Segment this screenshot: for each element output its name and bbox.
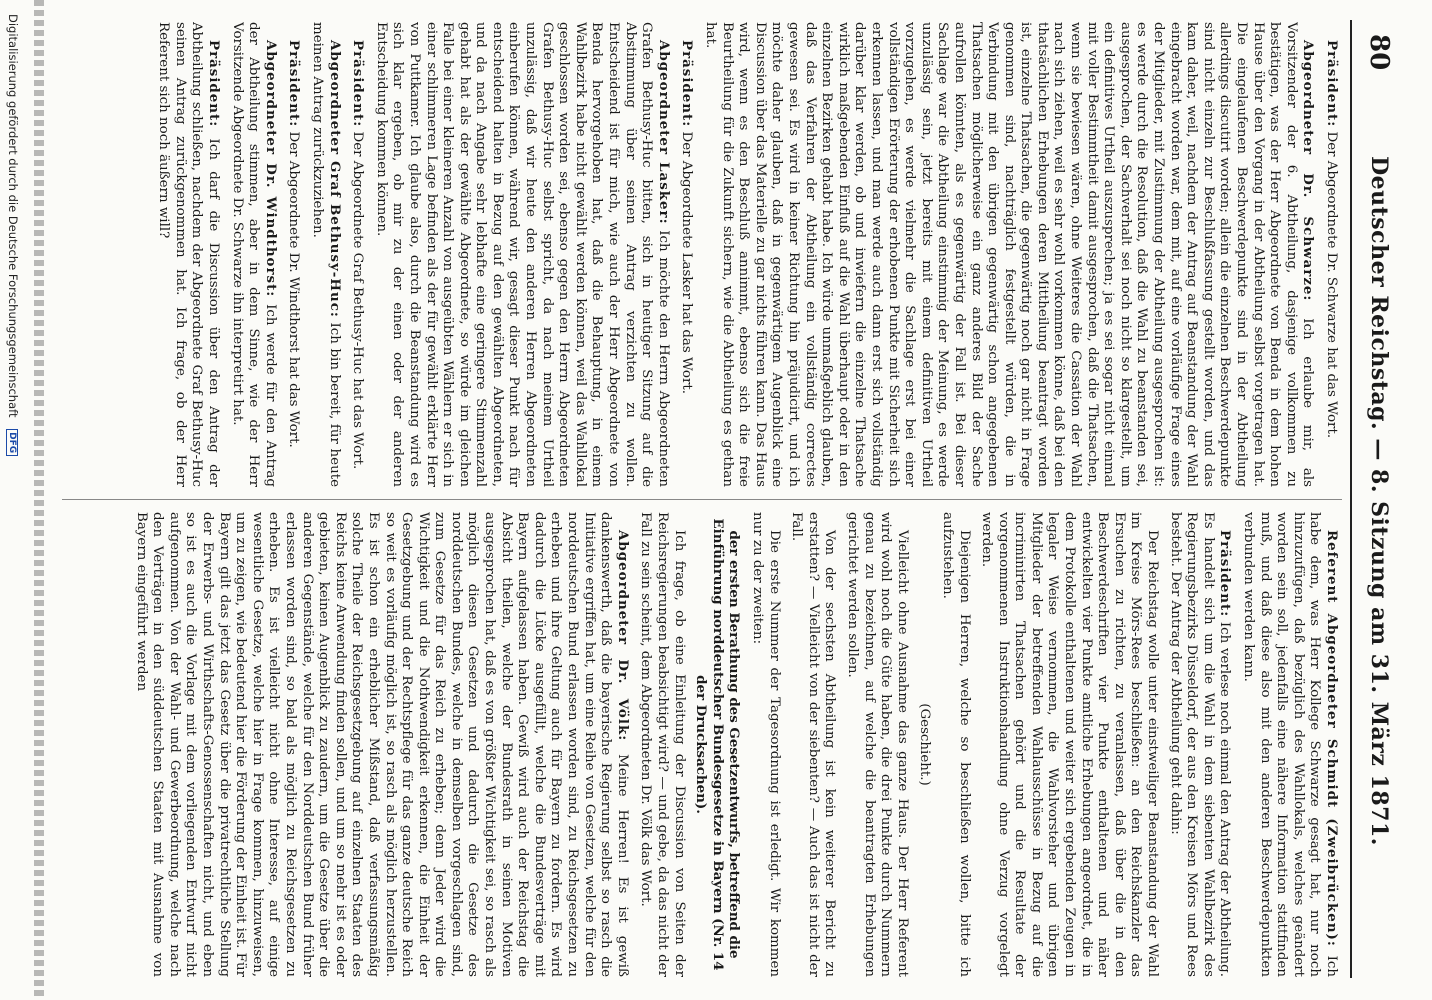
page-number: 80: [1364, 34, 1394, 71]
digitization-footer: [4, 0, 20, 1000]
paragraph-text: (Geschieht.): [917, 703, 933, 786]
digitization-note: Digitalisierung gefördert durch die Deutsche Forschungsgemeinschaft: [6, 14, 20, 418]
speaker-name: Präsident:: [286, 40, 303, 128]
speaker-name: Präsident:: [350, 40, 367, 128]
paragraph: [748, 512, 781, 977]
paragraph: [155, 22, 222, 487]
speaker-name: Abgeordneter Dr. Völk:: [614, 530, 631, 742]
left-column: [50, 22, 1340, 487]
speaker-name: Abgeordneter Dr. Windthorst:: [262, 40, 279, 298]
paragraph: [349, 22, 367, 487]
paragraph-text: Der Reichstag wolle unter einstweiliger Beanstandung der Wahl im Kreise Mörs-Rees beschließen: an den Reichskanzler das Ersuchen zu richten, zu veranlassen, daß über die in den Beschwerdeschriften vier Punkte enthaltenen und näher entwickelten vier Punkte amtliche Erhebungen angeordnet, die in dem Protokolle enthaltenen und weiter sich ergebenden Zeugen in legaler Weise vernommen, die Wahlvorsteher und übrigen Mitglieder der betreffenden Wahlausschüsse in Bezug auf die incriminirten Thatsachen gehört und die Resultate der vorgenommenen Instruktionshandlung ohne Verzug vorgelegt werden.: [979, 512, 1161, 977]
paragraph: [978, 512, 1161, 977]
header-rule: [1350, 20, 1352, 978]
paragraph: [228, 22, 279, 487]
paragraph-text: Ich erlaube mir, als Vorsitzender der 6. Abtheilung, dasjenige vollkommen zu bestätigen, was der Herr Abgeordnete von Benda in dem hohen Hause über den Vorgang in der Abtheilung selbst vorgetragen hat. Die eingelaufenen Beschwerdepunkte sind in der Abtheilung allerdings discutirt worden; allein die einzelnen Beschwerdepunkte sind nicht einzeln zur Beschlußfassung gestellt worden, und das kam daher, weil, nachdem der Antrag auf Beanstandung der Wahl eingebracht worden war, dem mit, auf eine vorläufige Frage eines der Mitglieder, mit Zustimmung der Abtheilung ausgesprochen ist: es werde durch die Resolution, daß die Wahl zu beanstanden sei, ausgesprochen, der Sachverhalt sei noch nicht so klargestellt, um ein definitives Urtheil auszusprechen; ja es sei sogar nicht einmal mit voller Bestimmtheit damit ausgesprochen, daß die Thatsachen, wenn sie bewiesen wären, ohne Weiteres die Cassation der Wahl nach sich ziehen, weil es sehr wohl vorkommen könne, daß bei den thatsächlichen Erhebungen deren Mittheilung beantragt worden ist, einzelne Thatsachen, die gegenwärtig noch gar nicht in Frage genommen sind, nachträglich festgestellt würden, die in Verbindung mit den übrigen gegenwärtig schon angegebenen Thatsachen möglicherweise ein ganz anderes Bild der Sache aufrollen könnten, als es gegenwärtig der Fall ist. Bei dieser Sachlage war die Abtheilung einstimmig der Meinung, es werde unzulässig sein, jetzt bereits mit einem definitiven Urtheil vorzugehen, es werde vielmehr die Sachlage erst bei einer vollständigen Erörterung der erhobenen Punkte mit Sicherheit sich erkennen lassen, und man werde auch dann erst sich vollständig darüber klar werden, ob und inwiefern die einzelne Thatsache wirklich maßgebenden Einfluß auf die Wahl überhaupt oder in den einzelnen Bezirken gehabt habe. Ich würde unmaßgeblich glauben, daß das Verfahren der Abtheilung ein vollständig correctes gewesen sei. Es wird in keiner Richtung hin präjudicirt, und ich möchte daher glauben, daß in gegenwärtigem Augenblick eine Discussion über das Materielle zu gar nichts führen kann. Das Haus wird, wenn es den Beschluß annimmt, ebenso sich die freie Beurtheilung für die Zukunft sichern, wie die Abtheilung es gethan hat.: [703, 22, 1316, 487]
paragraph: [308, 22, 342, 487]
paragraph-text: Der Abgeordnete Graf Bethusy-Huc hat das Wort.: [350, 131, 366, 470]
dfg-logo: DFG: [7, 429, 19, 456]
paragraph-text: Ich frage, ob eine Einleitung der Discussion von Seiten der Reichsregierungen beabsichtigt wird? — und gebe, da das nicht der Fall zu sein scheint, dem Abgeordneten Dr. Völk das Wort.: [638, 512, 687, 977]
paragraph: [938, 512, 971, 977]
speaker-name: Abgeordneter Dr. Schwarze:: [1300, 40, 1317, 302]
paragraph: [916, 512, 933, 977]
page-header: [1356, 26, 1396, 976]
paragraph-text: Der Abgeordnete Dr. Schwarze hat das Wort.: [1324, 131, 1339, 439]
column-separator: [62, 499, 1342, 500]
paragraph: [678, 22, 696, 487]
paragraph: [701, 22, 1316, 487]
paragraph: [132, 512, 631, 977]
paragraph-text: Ich werde für den Antrag der Abtheilung stimmen, aber in dem Sinne, wie der Herr Vorsitzende Abgeordnete Dr. Schwarze ihn interpretirt hat.: [229, 22, 278, 487]
paragraph: [637, 512, 687, 977]
speaker-name: Präsident:: [1217, 530, 1234, 618]
paragraph: [1322, 22, 1340, 487]
paragraph-text: der ersten Berathung des Gesetzentwurfs, betreffend die Einführung norddeutscher Bundesgesetze in Bayern (Nr. 14 der Drucksachen).: [693, 518, 743, 971]
speaker-name: Präsident:: [679, 40, 696, 128]
paragraph-text: Der Abgeordnete Dr. Windthorst hat das Wort.: [286, 131, 302, 448]
paragraph-text: Meine Herren! Es ist gewiß dankenswerth, daß die bayerische Regierung selbst so rasch die Initiative ergriffen hat, um eine Reihe von Gesetzen, welche für den norddeutschen Bund erlassen worden sind, zu Reichsgesetzen zu erheben und ihre Geltung auch für Bayern zu fordern. Es wird dadurch die Lücke ausgefüllt, welche die Bundesverträge mit Bayern aufgelassen haben. Gewiß wird auch der Reichstag die Absicht theilen, welche der Bundesrath in seinen Motiven ausgesprochen hat, daß es von größter Wichtigkeit sei, so rasch als möglich diesen Gesetzen und dadurch die Gesetze des norddeutschen Bundes, welche in demselben vorgeschlagen sind, zum Gesetze für das Reich zu erheben; denn Jeder wird die Wichtigkeit und die Nothwendigkeit erkennen, die Einheit der Gesetzgebung und der Rechtspflege für das ganze deutsche Reich so weit es vorläufig möglich ist, so rasch als möglich herzustellen. Es ist schon ein erheblicher Mißstand, daß verfassungsmäßig solche Theile der Reichsgesetzgebung auf einzelnen Staaten des Reichs keine Anwendung finden sollen, und um so mehr ist es oder gebieten, keinen Augenblick zu zaudern, um die Gesetze über die anderen Gegenstände, welche für den Norddeutschen Bund früher erlassen worden sind, so bald als möglich zu Reichsgesetzen zu erheben. Es ist vielleicht nicht ohne Interesse, auf einige wesentliche Gesetze, welche hier in Frage kommen, hinzuweisen, um zu zeigen, wie bedeutend hier die Förderung der Einheit ist. Für Bayern gilt das jetzt das Gesetz über die privatrechtliche Stellung der Erwerbs- und Wirthschafts-Genossenschaften nicht, und eben so ist es auch die Vorlage mit dem vorliegenden Entwurf nicht aufgenommen. Von der Wahl- und Gewerbeordnung, welche nach den Verträgen in den süddeutschen Staaten mit Ausnahme von Bayern eingeführt werden: [133, 512, 630, 977]
running-title: Deutscher Reichstag. — 8. Sitzung am 31. März 1871.: [1366, 156, 1392, 846]
paragraph-text: Der Abgeordnete Lasker hat das Wort.: [679, 131, 695, 394]
paragraph: [788, 512, 838, 977]
paragraph: [1166, 512, 1233, 977]
paragraph-text: Diejenigen Herren, welche so beschließen wollen, bitte ich aufzustehen.: [939, 512, 972, 977]
paragraph: [372, 22, 672, 487]
paragraph: [843, 512, 909, 977]
paragraph: [285, 22, 303, 487]
paragraph-text: Ich verlese noch einmal den Antrag der Abtheilung. Es handelt sich um die Wahl in dem siebenten Wahlbezirk des Regierungsbezirks Düsseldorf, der aus den Kreisen Mörs und Rees besteht. Der Antrag der Abtheilung geht dahin:: [1167, 512, 1233, 977]
paragraph: [693, 512, 743, 977]
paragraph-text: Ich bin bereit, für heute meinen Antrag zurückzuziehen.: [309, 22, 342, 487]
paragraph-text: Von der sechsten Abtheilung ist kein weiterer Bericht zu erstatten? — Vielleicht von der siebenten? — Auch das ist nicht der Fall.: [789, 512, 838, 977]
speaker-name: Referent Abgeordneter Schmidt (Zweibrücken):: [1324, 530, 1340, 947]
paragraph-text: Vielleicht ohne Ausnahme das ganze Haus. Der Herr Referent wird wohl noch die Güte haben, die drei Punkte durch Nummern genau zu bezeichnen, auf welche die beantragten Erhebungen gerichtet werden sollen.: [844, 512, 910, 977]
paragraph-text: Die erste Nummer der Tagesordnung ist erledigt. Wir kommen nur zu der zweiten:: [750, 512, 782, 977]
paragraph-text: Ich darf die Discussion über den Antrag der Abtheilung schließen, nachdem der Abgeordnete Graf Bethusy-Huc seinen Antrag zurückgenommen hat. Ich frage, ob der Herr Referent sich noch äußern will?: [156, 22, 221, 487]
speaker-name: Abgeordneter Graf Bethusy-Huc:: [326, 40, 343, 318]
right-column: [50, 512, 1340, 977]
paragraph: [1239, 512, 1340, 977]
paragraph-text: Ich habe dem, was Herr Kollege Schwarze gesagt hat, nur noch hinzuzufügen, daß bezüglich des Wahllokals, welches geändert worden sein soll, jedenfalls eine nähere Information stattfinden muß, und daß diese also mit den anderen Beschwerdepunkten verbunden werden kann.: [1241, 512, 1339, 977]
speaker-name: Präsident:: [206, 40, 222, 128]
speaker-name: Präsident:: [1324, 40, 1340, 128]
speaker-name: Abgeordneter Lasker:: [655, 40, 672, 225]
paragraph-text: Ich möchte den Herrn Abgeordneten Grafen Bethusy-Huc bitten, sich in heutiger Sitzung auf die Abstimmung über seinen Antrag verzichten zu wollen. Entscheidend ist für mich, wie auch der Herr Abgeordnete von Benda hervorgehoben hat, daß die Behauptung, in einem Wahlbezirk habe nicht gewählt werden können, weil das Wahllokal geschlossen worden sei, ebenso gegen den Herrn Abgeordneten Grafen Bethusy-Huc selbst spricht, da nach meinem Urtheil unzulässig, daß wir heute den anderen Herren Abgeordneten einberufen können, während wir, gesagt dieser Punkt nach für entscheidend halten in Bezug auf den gewählten Abgeordneten, und da nach Angabe sehr lebhafte eine geringere Stimmenzahl gehabt hat als der gewählte Abgeordnete, so würde im gleichen Falle bei einer kleineren Anzahl von ausgeübten Wählern er sich in einer schlimmeren Lage befinden als der für gewählt erklärte Herr von Puttkamer. Ich glaube also, durch die Beanstandung wird es sich klar ergeben, ob mir zu der einen oder der anderen Entscheidung kommen können.: [373, 22, 671, 487]
print-bleed: [34, 0, 44, 1000]
